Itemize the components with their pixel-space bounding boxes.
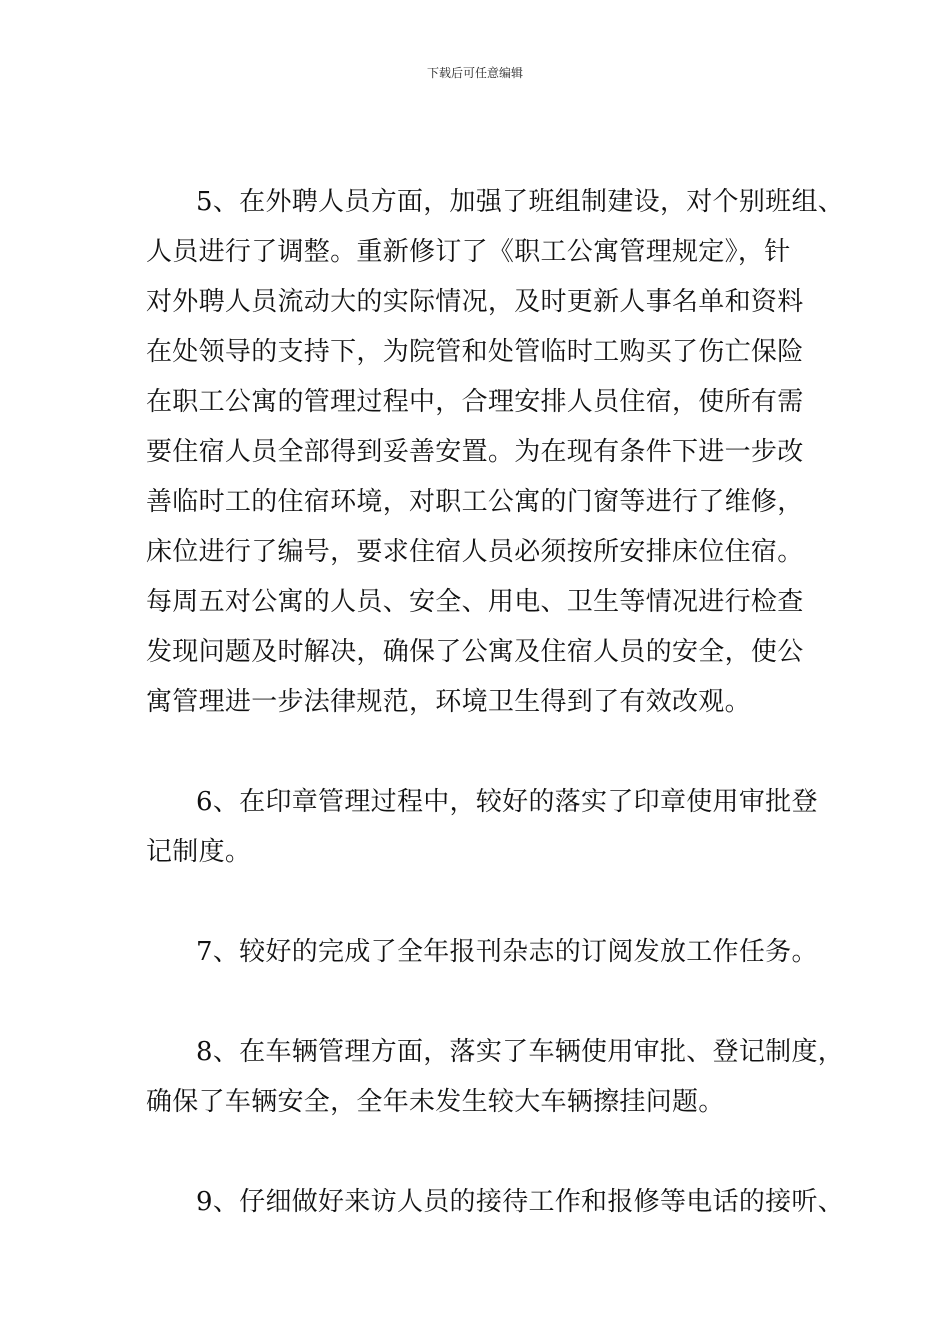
text-line: 要住宿人员全部得到妥善安置。为在现有条件下进一步改 (146, 437, 804, 467)
text-line: 对外聘人员流动大的实际情况，及时更新人事名单和资料 (146, 287, 804, 317)
text-line: 善临时工的住宿环境，对职工公寓的门窗等进行了维修， (146, 487, 804, 517)
text-line: 确保了车辆安全，全年未发生较大车辆擦挂问题。 (146, 1087, 725, 1117)
text-line: 发现问题及时解决，确保了公寓及住宿人员的安全，使公 (146, 637, 804, 667)
text-line: 床位进行了编号，要求住宿人员必须按所安排床位住宿。 (146, 537, 804, 567)
paragraph-7 (146, 927, 846, 977)
text-line: 5、在外聘人员方面，加强了班组制建设，对个别班组、 (196, 187, 845, 217)
text-line: 在职工公寓的管理过程中，合理安排人员住宿，使所有需 (146, 387, 804, 417)
document-body (146, 177, 846, 1277)
text-line: 7、较好的完成了全年报刊杂志的订阅发放工作任务。 (196, 937, 818, 967)
paragraph-6 (146, 777, 846, 877)
text-line: 寓管理进一步法律规范，环境卫生得到了有效改观。 (146, 687, 751, 717)
text-line: 6、在印章管理过程中，较好的落实了印章使用审批登 (196, 787, 818, 817)
paragraph-9 (146, 1177, 846, 1227)
text-line: 人员进行了调整。重新修订了《职工公寓管理规定》，针 (146, 237, 791, 267)
text-line: 8、在车辆管理方面，落实了车辆使用审批、登记制度， (196, 1037, 845, 1067)
paragraph-8 (146, 1027, 846, 1127)
text-line: 每周五对公寓的人员、安全、用电、卫生等情况进行检查 (146, 587, 804, 617)
paragraph-5 (146, 177, 846, 727)
text-line: 记制度。 (146, 837, 252, 867)
page-header: 下载后可任意编辑 (426, 66, 523, 80)
text-line: 在处领导的支持下，为院管和处管临时工购买了伤亡保险 (146, 337, 804, 367)
text-line: 9、仔细做好来访人员的接待工作和报修等电话的接听、 (196, 1187, 845, 1217)
